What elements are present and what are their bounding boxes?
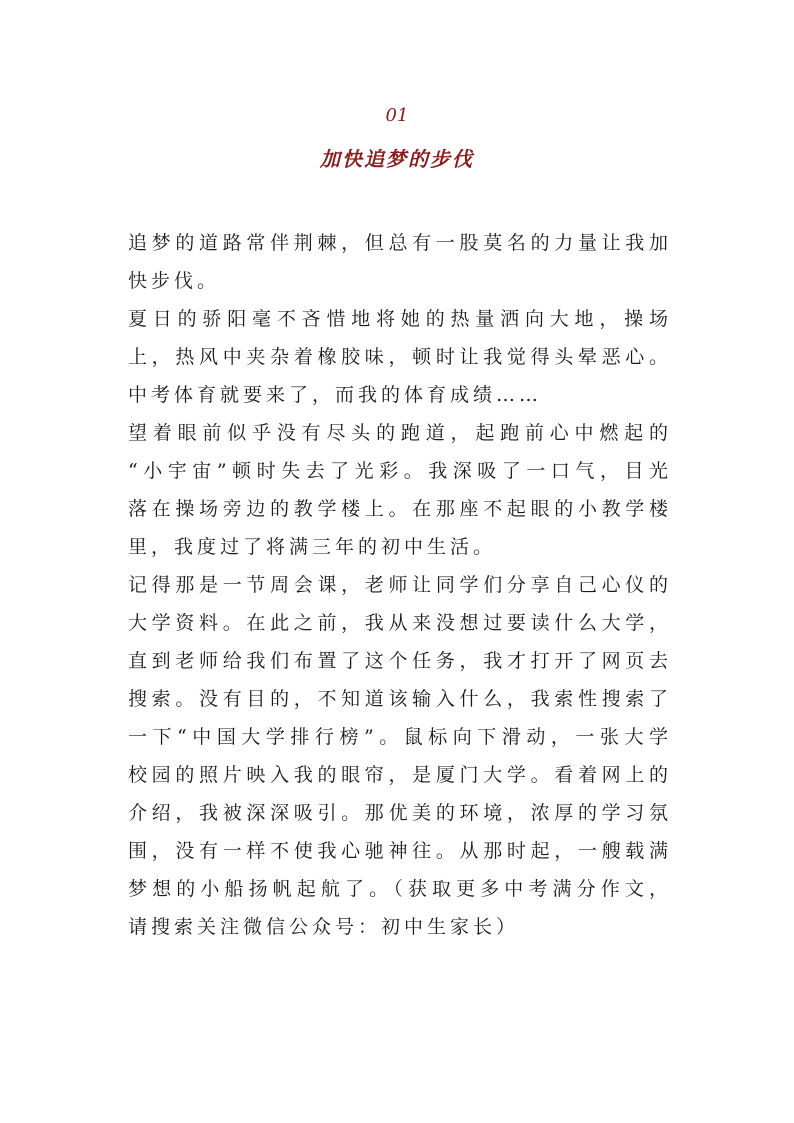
text-line: 里，我度过了将满三年的初中生活。 xyxy=(128,536,497,558)
article-title: 加快追梦的步伐 xyxy=(320,147,474,171)
text-line: 中考体育就要来了，而我的体育成绩…… xyxy=(128,384,543,406)
text-line: 快步伐。 xyxy=(128,270,221,292)
article-body xyxy=(128,224,668,946)
text-line: 梦想的小船扬帆起航了。（获取更多中考满分作文， xyxy=(128,878,668,900)
text-line: 望着眼前似乎没有尽头的跑道，起跑前心中燃起的 xyxy=(128,422,668,444)
text-line: 一下“中国大学排行榜”。鼠标向下滑动，一张大学 xyxy=(128,726,668,748)
text-line: 大学资料。在此之前，我从来没想过要读什么大学， xyxy=(128,612,668,634)
text-line: 夏日的骄阳毫不吝惜地将她的热量洒向大地，操场 xyxy=(128,308,668,330)
text-line: 请搜索关注微信公众号：初中生家长） xyxy=(128,916,520,938)
text-line: 搜索。没有目的，不知道该输入什么，我索性搜索了 xyxy=(128,688,668,710)
text-line: 记得那是一节周会课，老师让同学们分享自己心仪的 xyxy=(128,574,668,596)
text-line: 介绍，我被深深吸引。那优美的环境，浓厚的学习氛 xyxy=(128,802,668,824)
text-line: 校园的照片映入我的眼帘，是厦门大学。看着网上的 xyxy=(128,764,668,786)
text-line: 围，没有一样不使我心驰神往。从那时起，一艘载满 xyxy=(128,840,668,862)
text-line: 落在操场旁边的教学楼上。在那座不起眼的小教学楼 xyxy=(128,498,668,520)
text-line: 追梦的道路常伴荆棘，但总有一股莫名的力量让我加 xyxy=(128,232,668,254)
section-number: 01 xyxy=(385,105,409,126)
text-line: 直到老师给我们布置了这个任务，我才打开了网页去 xyxy=(128,650,668,672)
text-line: 上，热风中夹杂着橡胶味，顿时让我觉得头晕恶心。 xyxy=(128,346,668,368)
text-line: “小宇宙”顿时失去了光彩。我深吸了一口气，目光 xyxy=(128,460,668,482)
